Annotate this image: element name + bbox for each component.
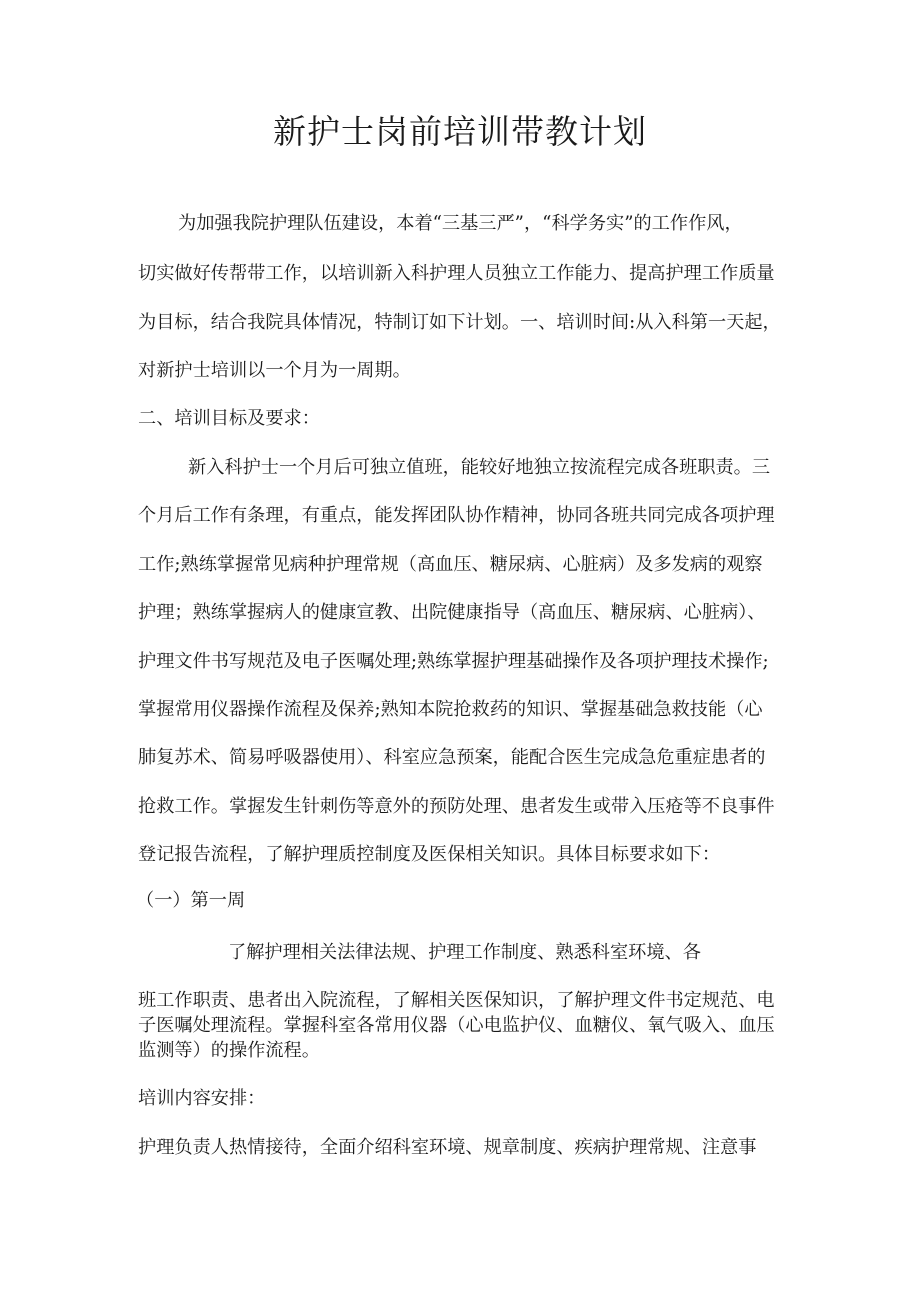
paragraph-line: 新入科护士一个月后可独立值班，能较好地独立按流程完成各班职责。三 [188, 457, 771, 478]
paragraph-line: 护理；熟练掌握病人的健康宣教、出院健康指导（高血压、糖尿病、心脏病）、 [138, 602, 766, 623]
paragraph-line: 子医嘱处理流程。掌握科室各常用仪器（心电监护仪、血糖仪、氧气吸入、血压 [138, 1015, 775, 1036]
paragraph-line: 对新护士培训以一个月为一周期。 [138, 360, 411, 381]
section-heading: 二、培训目标及要求： [138, 408, 320, 429]
paragraph-line: 登记报告流程，了解护理质控制度及医保相关知识。具体目标要求如下： [138, 844, 721, 865]
paragraph-line: 护理负责人热情接待，全面介绍科室环境、规章制度、疾病护理常规、注意事 [138, 1137, 757, 1158]
section-heading: 培训内容安排： [138, 1088, 266, 1109]
paragraph-line: 切实做好传帮带工作，以培训新入科护理人员独立工作能力、提高护理工作质量 [138, 263, 775, 284]
document-title: 新护士岗前培训带教计划 [273, 112, 647, 151]
paragraph-line: 抢救工作。掌握发生针刺伤等意外的预防处理、患者发生或带入压疮等不良事件 [138, 796, 775, 817]
paragraph-line: 监测等）的操作流程。 [138, 1040, 320, 1061]
paragraph-line: 班工作职责、患者出入院流程，了解相关医保知识，了解护理文件书定规范、电 [138, 990, 775, 1011]
paragraph-line: 护理文件书写规范及电子医嘱处理;熟练掌握护理基础操作及各项护理技术操作; [138, 651, 769, 672]
paragraph-line: 为加强我院护理队伍建设，本着“三基三严”，“科学务实”的工作作风， [178, 213, 743, 234]
paragraph-line: 工作;熟练掌握常见病种护理常规（高血压、糖尿病、心脏病）及多发病的观察 [138, 554, 763, 575]
paragraph-line: 为目标，结合我院具体情况，特制订如下计划。一、培训时间:从入科第一天起， [138, 312, 781, 333]
paragraph-line: 肺复苏术、简易呼吸器使用）、科室应急预案，能配合医生完成急危重症患者的 [138, 747, 766, 768]
paragraph-line: 个月后工作有条理，有重点，能发挥团队协作精神，协同各班共同完成各项护理 [138, 505, 775, 526]
section-heading: （一）第一周 [136, 890, 246, 911]
paragraph-line: 掌握常用仪器操作流程及保养;熟知本院抢救药的知识、掌握基础急救技能（心 [138, 699, 763, 720]
paragraph-line: 了解护理相关法律法规、护理工作制度、熟悉科室环境、各 [228, 942, 701, 963]
